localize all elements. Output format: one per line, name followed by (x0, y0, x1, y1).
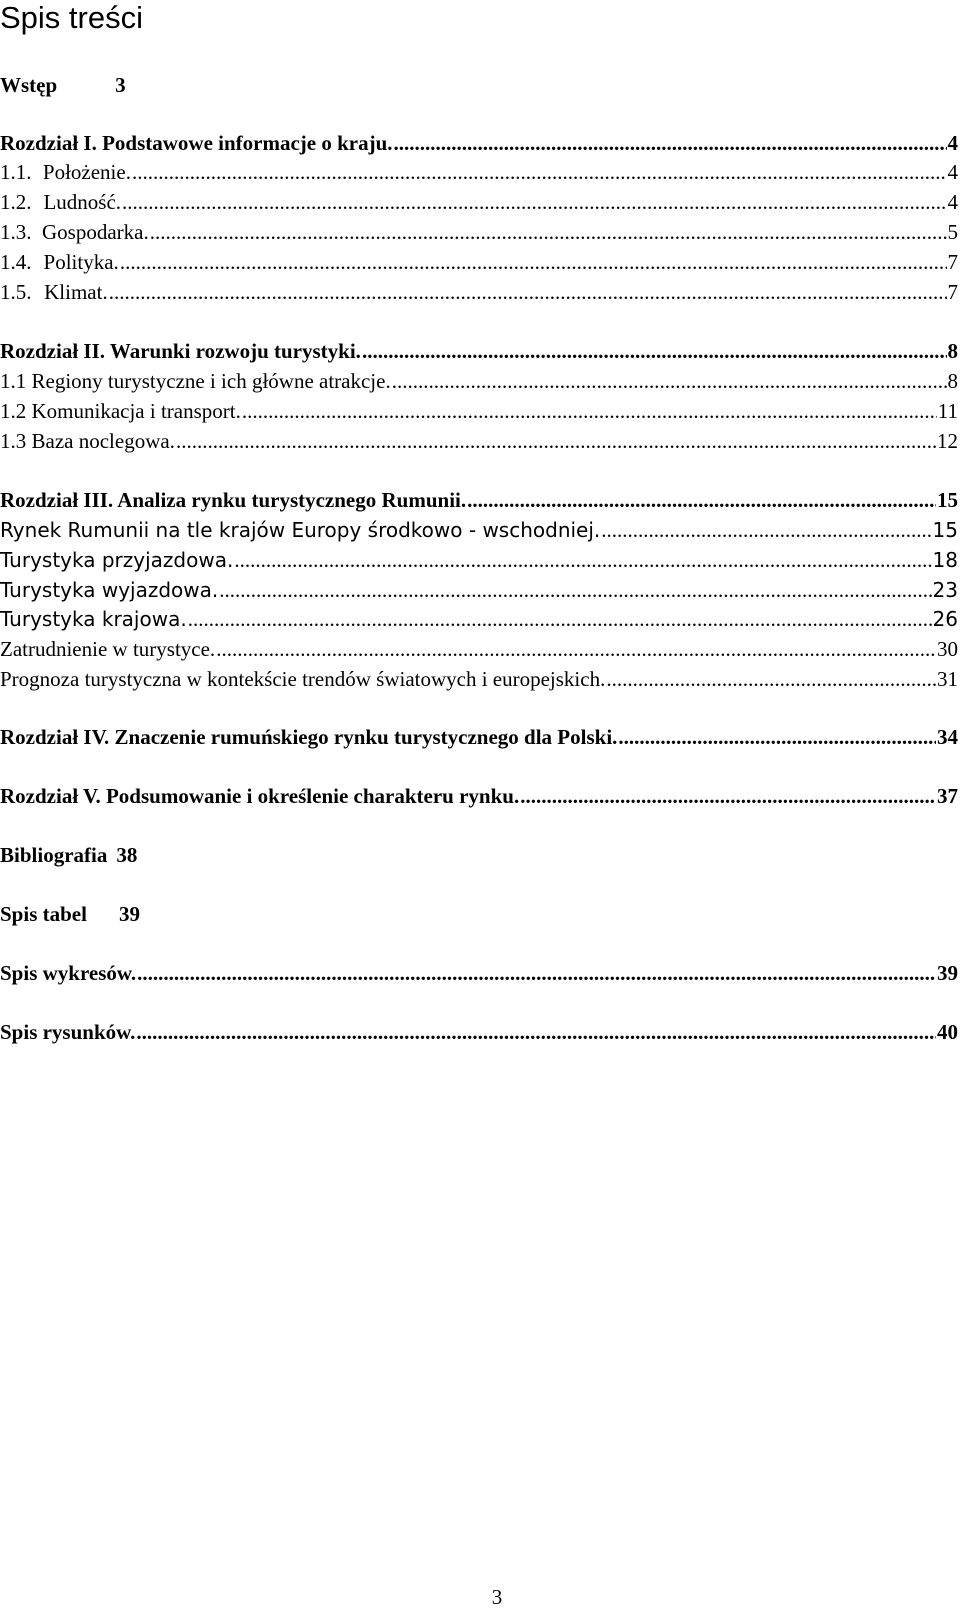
toc-dot-leader (109, 279, 947, 306)
toc-entry-page: 4 (947, 160, 958, 184)
toc-entry (0, 901, 958, 928)
toc-entry-label: 1.1 Regiony turystyczne i ich główne atrakcje. (0, 369, 391, 393)
toc-entry (0, 368, 958, 395)
toc-dot-leader (618, 724, 936, 751)
toc-entry-number: 1.5. (0, 280, 32, 304)
toc-entry-label: Polityka. (43, 250, 119, 274)
toc-dot-leader (188, 606, 932, 633)
toc-entry (0, 219, 958, 246)
toc-entry-page: 34 (937, 725, 958, 749)
toc-entry-page: 8 (947, 339, 958, 363)
toc-entry-label: Spis rysunków. (0, 1020, 136, 1044)
toc-entry (0, 577, 958, 604)
toc-entry (0, 636, 958, 663)
toc-entry (0, 249, 958, 276)
toc-entry (0, 130, 958, 157)
toc-dot-leader (176, 428, 936, 455)
toc-entry-label: Rozdział I. Podstawowe informacje o kraju. (0, 131, 393, 155)
toc-entry-label: Turystyka wyjazdowa. (0, 578, 219, 602)
toc-entry (0, 960, 958, 987)
toc-dot-leader (122, 189, 946, 216)
toc-entry-label: Rozdział II. Warunki rozwoju turystyki. (0, 339, 361, 363)
toc-entry-label: Bibliografia (0, 843, 108, 867)
toc-entry-page: 31 (937, 667, 958, 691)
toc-entry-label: Prognoza turystyczna w kontekście trendów światowych i europejskich. (0, 667, 606, 691)
toc-entry-page: 39 (937, 961, 958, 985)
toc-entry (0, 398, 958, 425)
toc-entry-page: 39 (118, 902, 140, 926)
toc-entry-page: 5 (947, 220, 958, 244)
toc-entry-label: Gospodarka. (41, 220, 149, 244)
toc-entry (0, 279, 958, 306)
toc-entry-page: 8 (947, 369, 958, 393)
toc-entry-page: 18 (932, 548, 958, 572)
toc-entry-page: 3 (115, 73, 126, 97)
toc-entry (0, 428, 958, 455)
toc-entry-page: 4 (947, 131, 958, 155)
toc-entry-page: 4 (947, 190, 958, 214)
toc-entry-number: 1.3. (0, 220, 32, 244)
toc-entry-number: 1.2. (0, 190, 32, 214)
toc-entry-page: 7 (947, 250, 958, 274)
toc-dot-leader (392, 368, 947, 395)
toc-entry (0, 842, 958, 869)
toc-entry-label: Spis tabel (0, 902, 87, 926)
toc-entry-label: Wstęp (0, 73, 58, 97)
toc-entry-page: 40 (937, 1020, 958, 1044)
toc-entry (0, 338, 958, 365)
toc-dot-leader (219, 577, 931, 604)
toc-entry-number: 1.4. (0, 250, 32, 274)
toc-dot-leader (362, 338, 947, 365)
toc-entry-page: 38 (116, 843, 138, 867)
toc-entry-page: 15 (932, 518, 958, 542)
toc-dot-leader (601, 517, 931, 544)
toc-entry-page: 12 (937, 429, 958, 453)
toc-dot-leader (234, 547, 931, 574)
toc-dot-leader (216, 636, 936, 663)
toc-entry-label: Klimat. (44, 280, 108, 304)
toc-entry-label: Położenie. (42, 160, 131, 184)
toc-entry (0, 517, 958, 544)
toc-entry (0, 159, 958, 186)
toc-entry-number: 1.1. (0, 160, 32, 184)
toc-dot-leader (136, 1019, 936, 1046)
toc-entry (0, 606, 958, 633)
toc-entry-label: Rynek Rumunii na tle krajów Europy środkowo - wschodniej. (0, 518, 601, 542)
toc-entry (0, 666, 958, 693)
toc-entry (0, 1019, 958, 1046)
toc-entry-label: Zatrudnienie w turystyce. (0, 637, 216, 661)
toc-entry-page: 30 (937, 637, 958, 661)
toc-entry-label: 1.2 Komunikacja i transport. (0, 399, 241, 423)
toc-dot-leader (520, 783, 936, 810)
toc-entry-page: 37 (937, 784, 958, 808)
toc-dot-leader (394, 130, 947, 157)
toc-dot-leader (120, 249, 947, 276)
toc-dot-leader (467, 487, 936, 514)
toc-entry-page: 23 (932, 578, 958, 602)
toc-entry (0, 724, 958, 751)
toc-entry-label: Spis wykresów. (0, 961, 137, 985)
toc-entry (0, 72, 958, 99)
toc-dot-leader (606, 666, 936, 693)
toc-entry-page: 26 (932, 607, 958, 631)
toc-entry-label: Turystyka krajowa. (0, 607, 187, 631)
toc-entry (0, 547, 958, 574)
page-title: Spis treści (0, 0, 143, 35)
toc-entry-label: Turystyka przyjazdowa. (0, 548, 234, 572)
toc-entry-page: 11 (937, 399, 958, 423)
toc-dot-leader (137, 960, 936, 987)
toc-entry-label: Rozdział V. Podsumowanie i określenie charakteru rynku. (0, 784, 520, 808)
toc-dot-leader (132, 159, 947, 186)
toc-entry-label: Rozdział III. Analiza rynku turystycznego Rumunii. (0, 488, 467, 512)
toc-entry-label: Ludność. (43, 190, 122, 214)
page-number: 3 (491, 1585, 503, 1609)
toc-entry-page: 15 (937, 488, 958, 512)
toc-dot-leader (150, 219, 947, 246)
toc-entry (0, 487, 958, 514)
toc-entry (0, 783, 958, 810)
toc-entry-label: Rozdział IV. Znaczenie rumuńskiego rynku turystycznego dla Polski. (0, 725, 618, 749)
toc-entry-label: 1.3 Baza noclegowa. (0, 429, 175, 453)
toc-dot-leader (242, 398, 937, 425)
toc-entry-page: 7 (947, 280, 958, 304)
toc-entry (0, 189, 958, 216)
